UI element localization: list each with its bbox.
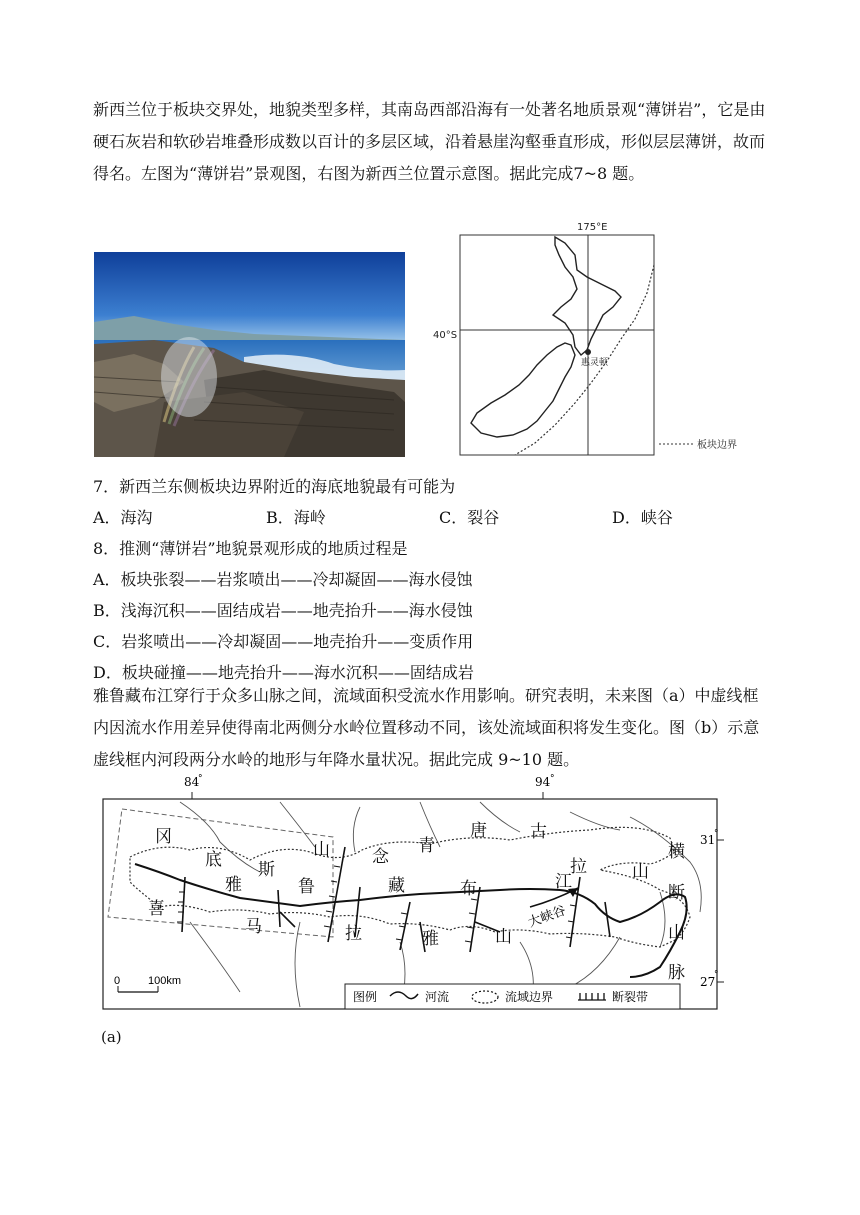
label-mai: 脉	[668, 963, 685, 983]
lat-27-label: 27	[700, 975, 716, 989]
label-ya-1: 雅	[225, 875, 242, 895]
q7-option-b[interactable]: B．海岭	[266, 508, 326, 527]
label-shan-2: 山	[632, 862, 649, 882]
label-la-2: 拉	[345, 924, 362, 944]
label-zang: 藏	[388, 876, 405, 896]
label-gang: 冈	[155, 827, 172, 847]
q7-option-d[interactable]: D．峡谷	[612, 508, 673, 527]
label-ya-2: 雅	[422, 929, 439, 949]
study-area-box	[108, 809, 333, 937]
label-tang: 唐	[470, 821, 487, 841]
scale-100km: 100km	[148, 975, 182, 987]
label-ma: 马	[245, 917, 262, 937]
label-di: 底	[205, 850, 222, 870]
longitude-label: 175°E	[577, 222, 608, 233]
q8-option-c[interactable]: C．岩浆喷出——冷却凝固——地壳抬升——变质作用	[93, 632, 474, 651]
legend-river-label: 河流	[425, 990, 450, 1004]
q8-option-d[interactable]: D．板块碰撞——地壳抬升——海水沉积——固结成岩	[93, 663, 474, 682]
legend-title: 图例	[353, 990, 378, 1004]
label-la-1: 拉	[570, 857, 587, 877]
q8-option-a[interactable]: A．板块张裂——岩浆喷出——冷却凝固——海水侵蚀	[93, 570, 473, 589]
lon-84-label: 84	[184, 775, 200, 789]
label-bu: 布	[460, 879, 477, 899]
label-shan-1: 山	[313, 840, 330, 860]
basin-boundary	[130, 827, 690, 947]
legend-plate-label: 板块边界	[697, 440, 737, 451]
question-8-stem: 8．推测“薄饼岩”地貌景观形成的地质过程是	[93, 539, 408, 558]
scale-0: 0	[114, 975, 121, 987]
wellington-label: 惠灵顿	[581, 358, 609, 368]
svg-text:°: °	[714, 970, 719, 980]
label-hd-shan: 山	[668, 923, 685, 943]
svg-text:°: °	[550, 774, 555, 784]
pancake-rocks-photo	[94, 252, 405, 457]
q7-option-c[interactable]: C．裂谷	[439, 508, 500, 527]
label-grand-canyon: 大峡谷	[526, 903, 569, 931]
latitude-label: 40°S	[433, 330, 458, 341]
label-lu: 鲁	[298, 877, 315, 897]
label-duan: 断	[668, 883, 685, 903]
lat-31-label: 31	[700, 833, 716, 847]
label-shan-3: 山	[495, 927, 512, 947]
lon-94-label: 94	[535, 775, 551, 789]
label-nian: 念	[372, 847, 389, 867]
wellington-dot	[585, 349, 591, 355]
intro-paragraph-1: 新西兰位于板块交界处，地貌类型多样，其南岛西部沿海有一处著名地质景观“薄饼岩”，它是由硬石灰岩和软砂岩堆叠形成数以百计的多层区域，沿着悬崖沟壑垂直形成，形似层层薄饼，故而得名。左图为“薄饼岩”景观图，右图为新西兰位置示意图。据此完成7~8 题。	[93, 100, 766, 183]
question-7-stem: 7．新西兰东侧板块边界附近的海底地貌最有可能为	[93, 477, 456, 496]
figure-a-caption: (a)	[101, 1028, 122, 1046]
label-si: 斯	[258, 860, 275, 880]
q8-option-b[interactable]: B．浅海沉积——固结成岩——地壳抬升——海水侵蚀	[93, 601, 473, 620]
svg-text:°: °	[198, 774, 203, 784]
label-gu: 古	[530, 822, 547, 842]
svg-text:°: °	[714, 829, 719, 839]
label-xi: 喜	[148, 899, 165, 919]
yarlung-tsangpo-map	[100, 772, 750, 1017]
intro-paragraph-2: 雅鲁藏布江穿行于众多山脉之间，流域面积受流水作用影响。研究表明，未来图（a）中虚线框内因流水作用差异使得南北两侧分水岭位置移动不同，该处流域面积将发生变化。图（b）示意虚线框内河段两分水岭的地形与年降水量状况。据此完成 9~10 题。	[93, 686, 760, 769]
legend-fault-label: 断裂带	[612, 990, 649, 1004]
new-zealand-map	[425, 215, 770, 460]
label-jiang: 江	[555, 872, 572, 892]
legend-basin-label: 流域边界	[505, 990, 554, 1004]
q7-option-a[interactable]: A．海沟	[93, 508, 153, 527]
label-heng: 横	[668, 842, 685, 862]
label-qing: 青	[418, 836, 435, 856]
